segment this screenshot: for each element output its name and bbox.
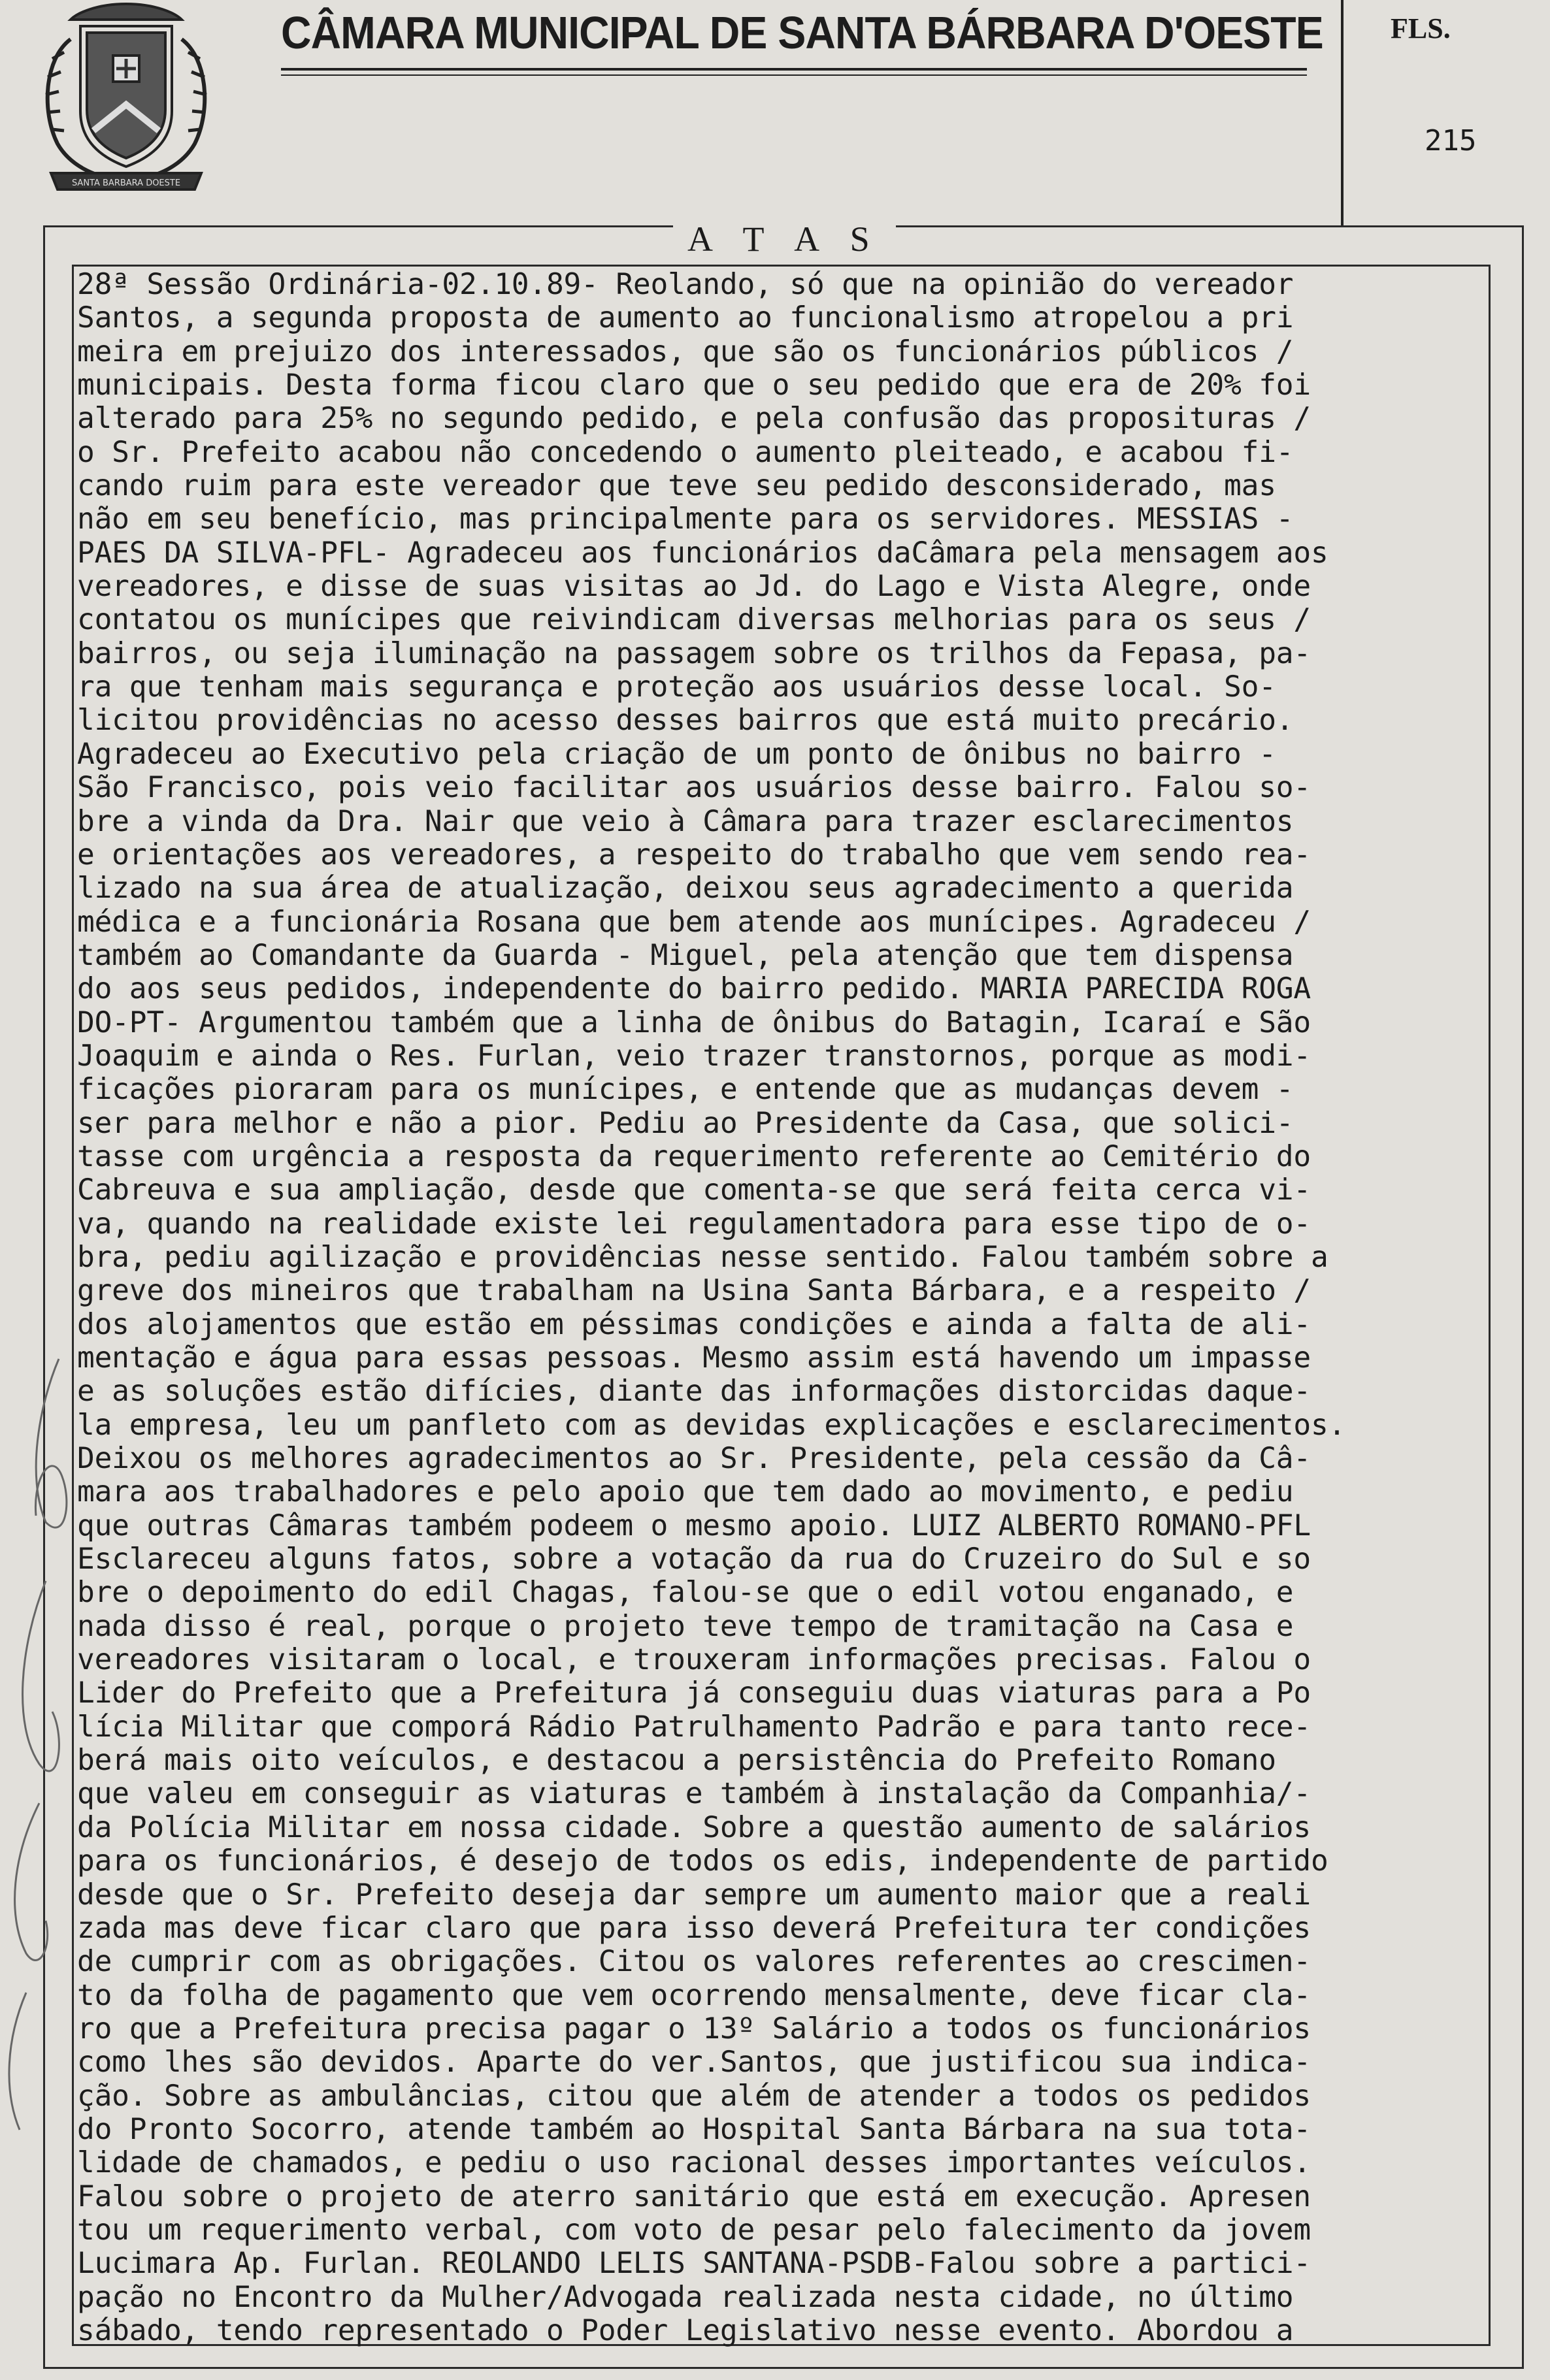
text-line: Agradeceu ao Executivo pela criação de um ponto de ônibus no bairro -	[77, 737, 1276, 771]
header-divider	[1341, 0, 1344, 225]
text-line: que outras Câmaras também podeem o mesmo apoio. LUIZ ALBERTO ROMANO-PFL	[77, 1508, 1311, 1542]
text-line: tou um requerimento verbal, com voto de pesar pelo falecimento da jovem	[77, 2213, 1311, 2247]
text-line: zada mas deve ficar claro que para isso deverá Prefeitura ter condições	[77, 1911, 1311, 1945]
text-line: do aos seus pedidos, independente do bairro pedido. MARIA PARECIDA ROGA	[77, 972, 1311, 1006]
text-line: pação no Encontro da Mulher/Advogada realizada nesta cidade, no último	[77, 2280, 1294, 2314]
text-line: bairros, ou seja iluminação na passagem sobre os trilhos da Fepasa, pa-	[77, 636, 1311, 670]
text-line: e as soluções estão difícies, diante das informações distorcidas daque-	[77, 1375, 1311, 1409]
text-line: ra que tenham mais segurança e proteção aos usuários desse local. So-	[77, 670, 1276, 704]
title-underline	[281, 68, 1307, 76]
text-line: Lucimara Ap. Furlan. REOLANDO LELIS SANTANA-PSDB-Falou sobre a partici-	[77, 2247, 1311, 2281]
text-line: mentação e água para essas pessoas. Mesmo assim está havendo um impasse	[77, 1341, 1311, 1375]
text-line: licitou providências no acesso desses bairros que está muito precário.	[77, 704, 1294, 738]
text-line: contatou os munícipes que reivindicam diversas melhorias para os seus /	[77, 603, 1311, 637]
text-line: lícia Militar que comporá Rádio Patrulhamento Padrão e para tanto rece-	[77, 1710, 1311, 1744]
text-line: Joaquim e ainda o Res. Furlan, veio trazer transtornos, porque as modi-	[77, 1039, 1311, 1073]
text-line: que valeu em conseguir as viaturas e também à instalação da Companhia/-	[77, 1777, 1311, 1811]
text-line: PAES DA SILVA-PFL- Agradeceu aos funcionários daCâmara pela mensagem aos	[77, 536, 1328, 570]
text-line: médica e a funcionária Rosana que bem atende aos munícipes. Agradeceu /	[77, 905, 1311, 939]
text-line: vereadores visitaram o local, e trouxeram informações precisas. Falou o	[77, 1643, 1311, 1677]
text-line: lizado na sua área de atualização, deixou seus agradecimento a querida	[77, 872, 1294, 905]
fls-label: FLS.	[1391, 12, 1451, 44]
text-line: e orientações aos vereadores, a respeito do trabalho que vem sendo rea-	[77, 838, 1311, 872]
text-line: Deixou os melhores agradecimentos ao Sr. Presidente, pela cessão da Câ-	[77, 1442, 1311, 1476]
text-line: Esclareceu alguns fatos, sobre a votação da rua do Cruzeiro do Sul e so	[77, 1542, 1311, 1576]
text-line: não em seu benefício, mas principalmente para os servidores. MESSIAS -	[77, 502, 1294, 536]
text-line: da Polícia Militar em nossa cidade. Sobre a questão aumento de salários	[77, 1810, 1311, 1844]
text-line: dos alojamentos que estão em péssimas condições e ainda a falta de ali-	[77, 1307, 1311, 1341]
text-line: to da folha de pagamento que vem ocorrendo mensalmente, deve ficar cla-	[77, 1978, 1311, 2012]
folio-number: 215	[1425, 124, 1477, 157]
text-line: municipais. Desta forma ficou claro que o seu pedido que era de 20% foi	[77, 368, 1311, 402]
text-line: Cabreuva e sua ampliação, desde que comenta-se que será feita cerca vi-	[77, 1173, 1311, 1207]
minutes-body	[77, 268, 1489, 2347]
text-line: Falou sobre o projeto de aterro sanitário que está em execução. Apresen	[77, 2179, 1311, 2213]
text-line: Santos, a segunda proposta de aumento ao funcionalismo atropelou a pri	[77, 301, 1294, 335]
text-line: o Sr. Prefeito acabou não concedendo o aumento pleiteado, e acabou fi-	[77, 435, 1294, 469]
text-line: berá mais oito veículos, e destacou a persistência do Prefeito Romano	[77, 1744, 1276, 1778]
text-line: cando ruim para este vereador que teve seu pedido desconsiderado, mas	[77, 469, 1276, 503]
text-line: São Francisco, pois veio facilitar aos usuários desse bairro. Falou so-	[77, 771, 1311, 805]
text-line: bre o depoimento do edil Chagas, falou-se que o edil votou enganado, e	[77, 1576, 1294, 1610]
text-line: desde que o Sr. Prefeito deseja dar sempre um aumento maior que a reali	[77, 1878, 1311, 1912]
crest-motto: SANTA BARBARA DOESTE	[71, 178, 181, 188]
text-line: Lider do Prefeito que a Prefeitura já conseguiu duas viaturas para a Po	[77, 1676, 1311, 1710]
text-line: la empresa, leu um panfleto com as devidas explicações e esclarecimentos.	[77, 1408, 1346, 1442]
text-line: DO-PT- Argumentou também que a linha de ônibus do Batagin, Icaraí e São	[77, 1005, 1311, 1039]
text-line: bra, pediu agilização e providências nesse sentido. Falou também sobre a	[77, 1240, 1328, 1274]
text-line: do Pronto Socorro, atende também ao Hospital Santa Bárbara na sua tota-	[77, 2112, 1311, 2146]
text-line: greve dos mineiros que trabalham na Usina Santa Bárbara, e a respeito /	[77, 1274, 1311, 1308]
text-line: va, quando na realidade existe lei regulamentadora para esse tipo de o-	[77, 1207, 1311, 1241]
text-line: meira em prejuizo dos interessados, que são os funcionários públicos /	[77, 334, 1294, 368]
municipal-crest-icon	[31, 0, 221, 196]
page-title: CÂMARA MUNICIPAL DE SANTA BÁRBARA D'OESTE	[281, 7, 1323, 58]
signature-icon	[0, 1307, 131, 2287]
text-line: 28ª Sessão Ordinária-02.10.89- Reolando, só que na opinião do vereador	[77, 268, 1294, 301]
text-line: alterado para 25% no segundo pedido, e pela confusão das proposituras /	[77, 402, 1311, 436]
text-line: ficações pioraram para os munícipes, e entende que as mudanças devem -	[77, 1073, 1294, 1107]
text-line: para os funcionários, é desejo de todos os edis, independente de partido	[77, 1844, 1328, 1878]
text-line: mara aos trabalhadores e pelo apoio que tem dado ao movimento, e pediu	[77, 1475, 1294, 1509]
text-line: ser para melhor e não a pior. Pediu ao Presidente da Casa, que solici-	[77, 1106, 1294, 1140]
text-line: nada disso é real, porque o projeto teve tempo de tramitação na Casa e	[77, 1609, 1294, 1643]
text-line: bre a vinda da Dra. Nair que veio à Câmara para trazer esclarecimentos	[77, 804, 1294, 838]
text-line: vereadores, e disse de suas visitas ao Jd. do Lago e Vista Alegre, onde	[77, 570, 1311, 604]
text-line: como lhes são devidos. Aparte do ver.Santos, que justificou sua indica-	[77, 2046, 1311, 2079]
text-line: de cumprir com as obrigações. Citou os valores referentes ao crescimen-	[77, 1945, 1311, 1979]
text-line: ção. Sobre as ambulâncias, citou que além de atender a todos os pedidos	[77, 2079, 1311, 2113]
text-line: sábado, tendo representado o Poder Legislativo nesse evento. Abordou a	[77, 2313, 1294, 2347]
text-line: lidade de chamados, e pediu o uso racional desses importantes veículos.	[77, 2146, 1311, 2180]
section-title: A T A S	[673, 219, 896, 259]
text-line: tasse com urgência a resposta da requerimento referente ao Cemitério do	[77, 1139, 1311, 1173]
text-line: também ao Comandante da Guarda - Miguel, pela atenção que tem dispensa	[77, 938, 1294, 972]
text-line: ro que a Prefeitura precisa pagar o 13º Salário a todos os funcionários	[77, 2012, 1311, 2046]
